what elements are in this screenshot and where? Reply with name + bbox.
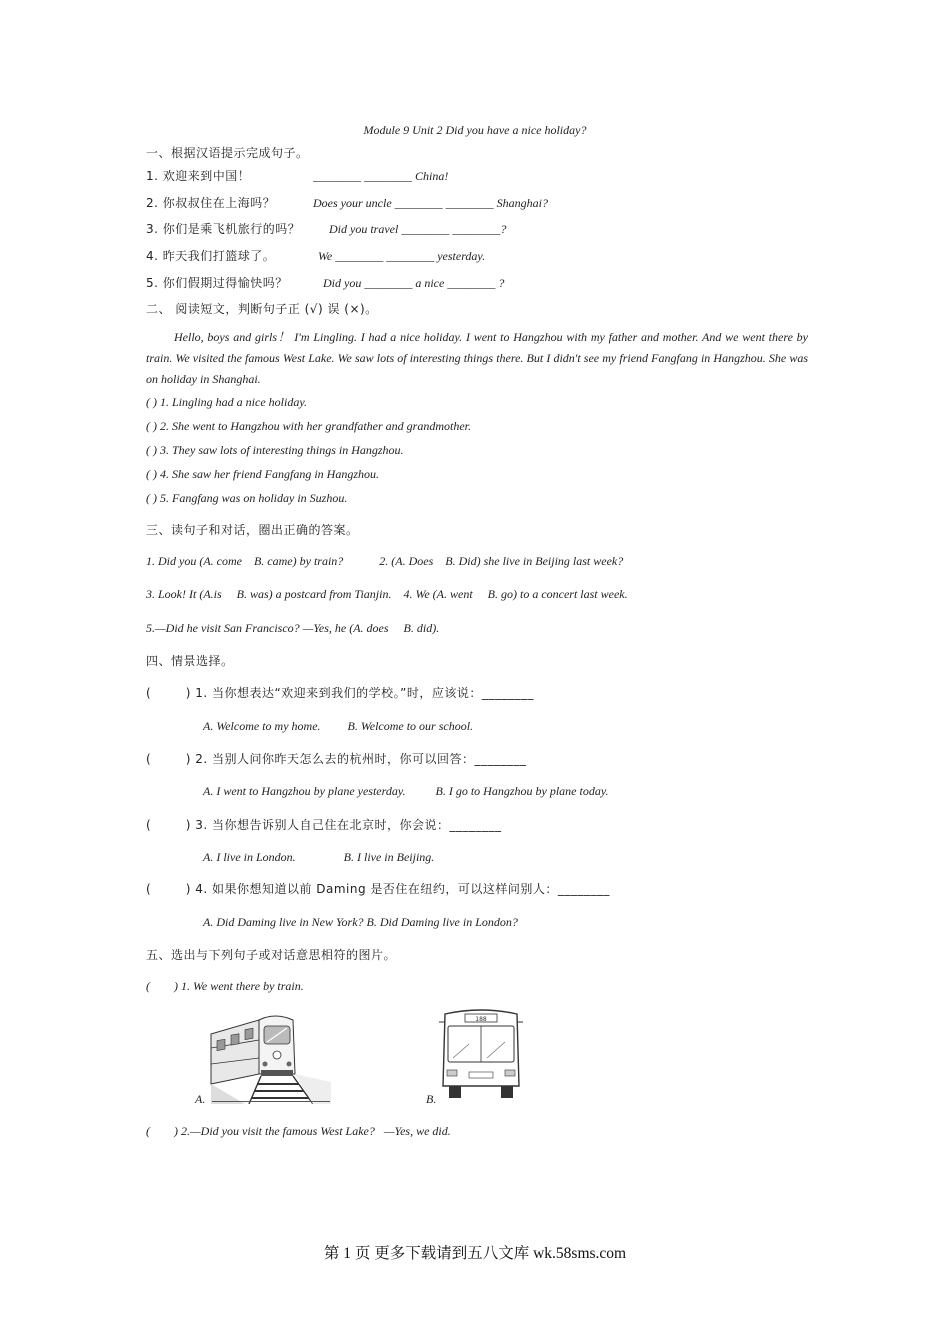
s2-item-5: ( ) 5. Fangfang was on holiday in Suzhou. bbox=[146, 491, 348, 505]
section-2-heading: 二、 阅读短文，判断句子正 (√) 误 (×)。 bbox=[146, 302, 378, 316]
s1-item-3-cn: 3. 你们是乘飞机旅行的吗？ bbox=[146, 222, 301, 236]
section-3-heading: 三、读句子和对话，圈出正确的答案。 bbox=[146, 523, 359, 537]
s5-question-1: ( ) 1. We went there by train. bbox=[146, 979, 304, 993]
s4-question-3: ( ) 3. 当你想告诉别人自己住在北京时，你会说：________ bbox=[146, 818, 502, 832]
picture-a-underline bbox=[212, 1101, 330, 1102]
bus-picture bbox=[439, 1008, 523, 1100]
section-1-heading: 一、根据汉语提示完成句子。 bbox=[146, 146, 309, 160]
page-footer: 第 1 页 更多下载请到五八文库 wk.58sms.com bbox=[323, 1245, 627, 1262]
s1-item-5-en: Did you ________ a nice ________ ? bbox=[323, 276, 505, 290]
s1-item-3-en: Did you travel ________ ________? bbox=[329, 222, 507, 236]
s3-item-3: 5.—Did he visit San Francisco? —Yes, he (A. does B. did). bbox=[146, 621, 440, 635]
section-5-heading: 五、选出与下列句子或对话意思相符的图片。 bbox=[146, 948, 397, 962]
picture-a-label: A. bbox=[195, 1092, 206, 1106]
s1-item-4-en: We ________ ________ yesterday. bbox=[318, 249, 486, 263]
reading-passage: Hello, boys and girls！ I'm Lingling. I had a nice holiday. I went to Hangzhou with my father and mother. And we went there by train. We visited the famous West Lake. We saw lots of interesting things there. But I didn't see my friend Fangfang in Hangzhou. She was on holiday in Shanghai. bbox=[146, 330, 808, 386]
bus-route-number: 188 bbox=[475, 1016, 487, 1023]
s1-item-5-cn: 5. 你们假期过得愉快吗？ bbox=[146, 276, 288, 290]
s2-item-1: ( ) 1. Lingling had a nice holiday. bbox=[146, 395, 307, 409]
picture-b-label: B. bbox=[426, 1092, 437, 1106]
s4-question-4: ( ) 4. 如果你想知道以前 Daming 是否住在纽约，可以这样问别人：________ bbox=[146, 882, 610, 896]
s1-item-1-cn: 1. 欢迎来到中国！ bbox=[146, 169, 251, 183]
s5-question-2: ( ) 2.—Did you visit the famous West Lake? —Yes, we did. bbox=[146, 1124, 451, 1138]
section-4-heading: 四、情景选择。 bbox=[146, 654, 234, 668]
s2-item-2: ( ) 2. She went to Hangzhou with her grandfather and grandmother. bbox=[146, 419, 471, 433]
s1-item-2-cn: 2. 你叔叔住在上海吗？ bbox=[146, 196, 276, 210]
s4-question-2: ( ) 2. 当别人问你昨天怎么去的杭州时，你可以回答：________ bbox=[146, 752, 527, 766]
s4-options-4: A. Did Daming live in New York? B. Did Daming live in London? bbox=[203, 915, 518, 929]
s3-item-2: 3. Look! It (A.is B. was) a postcard from Tianjin. 4. We (A. went B. go) to a concert last week. bbox=[146, 587, 628, 601]
s1-item-1-en: ________ ________ China! bbox=[313, 169, 449, 183]
s1-item-2-en: Does your uncle ________ ________ Shanghai? bbox=[313, 196, 548, 210]
s4-options-1: A. Welcome to my home. B. Welcome to our school. bbox=[203, 719, 474, 733]
s4-options-2: A. I went to Hangzhou by plane yesterday. B. I go to Hangzhou by plane today. bbox=[203, 784, 609, 798]
s4-options-3: A. I live in London. B. I live in Beijing. bbox=[203, 850, 435, 864]
train-picture bbox=[209, 1012, 331, 1104]
s2-item-4: ( ) 4. She saw her friend Fangfang in Hangzhou. bbox=[146, 467, 379, 481]
s3-item-1: 1. Did you (A. come B. came) by train? 2. (A. Does B. Did) she live in Beijing last week? bbox=[146, 554, 624, 568]
page-title: Module 9 Unit 2 Did you have a nice holiday? bbox=[363, 123, 587, 137]
s2-item-3: ( ) 3. They saw lots of interesting things in Hangzhou. bbox=[146, 443, 404, 457]
s4-question-1: ( ) 1. 当你想表达“欢迎来到我们的学校。”时，应该说：________ bbox=[146, 686, 534, 700]
s1-item-4-cn: 4. 昨天我们打篮球了。 bbox=[146, 249, 276, 263]
